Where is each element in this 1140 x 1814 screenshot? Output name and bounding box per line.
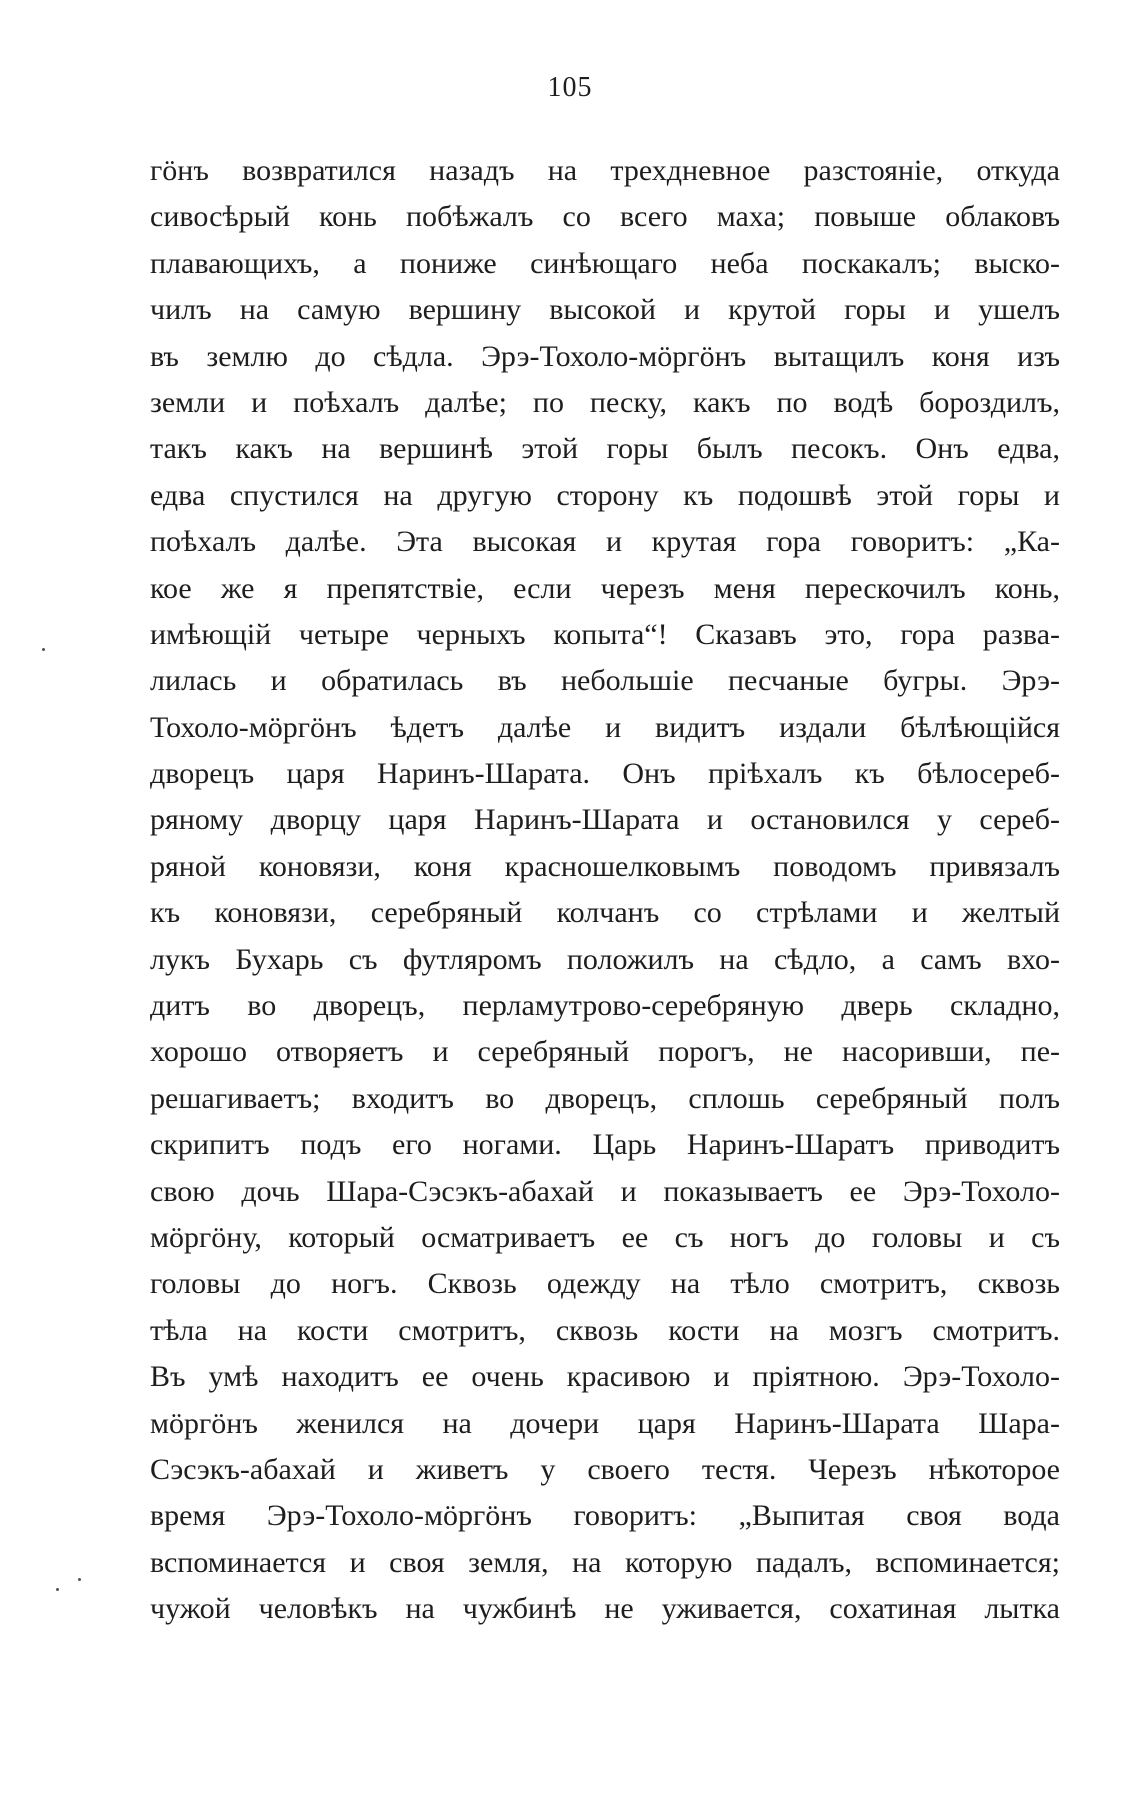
text-line: дитъ во дворецъ, перламутрово-серебряную дверь складно, [150, 989, 1060, 1023]
text-line: решагиваетъ; входитъ во дворецъ, сплошь серебряный полъ [150, 1081, 1060, 1115]
text-line: чужой человѣкъ на чужбинѣ не уживается, сохатиная лытка [150, 1592, 1060, 1626]
text-line: хорошо отворяетъ и серебряный порогъ, не насоривши, пе- [150, 1035, 1060, 1069]
page-number: 105 [547, 72, 593, 103]
text-line: плавающихъ, а пониже синѣющаго неба поскакалъ; выско- [150, 246, 1060, 280]
text-line: земли и поѣхалъ далѣе; по песку, какъ по водѣ бороздилъ, [150, 385, 1060, 419]
page-body [150, 148, 1060, 1633]
text-line: лукъ Бухарь съ футляромъ положилъ на сѣдло, а самъ вхо- [150, 942, 1060, 976]
margin-mark [56, 1588, 59, 1591]
text-line: дворецъ царя Наринъ-Шарата. Онъ пріѣхалъ къ бѣлосереб- [150, 757, 1060, 791]
text-line: свою дочь Шара-Сэсэкъ-абахай и показываетъ ее Эрэ-Тохоло- [150, 1174, 1060, 1208]
text-line: тѣла на кости смотритъ, сквозь кости на мозгъ смотритъ. [150, 1313, 1060, 1347]
text-line: едва спустился на другую сторону къ подошвѣ этой горы и [150, 478, 1060, 512]
text-line: чилъ на самую вершину высокой и крутой горы и ушелъ [150, 293, 1060, 327]
text-line: къ коновязи, серебряный колчанъ со стрѣлами и желтый [150, 896, 1060, 930]
text-line: поѣхалъ далѣе. Эта высокая и крутая гора говоритъ: „Ка- [150, 525, 1060, 559]
text-line: мöргöнъ женился на дочери царя Наринъ-Шарата Шара- [150, 1406, 1060, 1440]
text-line: кое же я препятствіе, если черезъ меня перескочилъ конь, [150, 571, 1060, 605]
text-line: въ землю до сѣдла. Эрэ-Тохоло-мöргöнъ вытащилъ коня изъ [150, 339, 1060, 373]
text-line: вспоминается и своя земля, на которую падалъ, вспоминается; [150, 1545, 1060, 1579]
margin-mark [78, 1578, 81, 1581]
text-line: Въ умѣ находитъ ее очень красивою и пріятною. Эрэ-Тохоло- [150, 1360, 1060, 1394]
text-line: мöргöну, который осматриваетъ ее съ ногъ до головы и съ [150, 1220, 1060, 1254]
text-line: Сэсэкъ-абахай и живетъ у своего тестя. Черезъ нѣкоторое [150, 1452, 1060, 1486]
text-line: скрипитъ подъ его ногами. Царь Наринъ-Шаратъ приводитъ [150, 1128, 1060, 1162]
text-line: такъ какъ на вершинѣ этой горы былъ песокъ. Онъ едва, [150, 432, 1060, 466]
text-line: ряному дворцу царя Наринъ-Шарата и остановился у сереб- [150, 803, 1060, 837]
text-line: имѣющій четыре черныхъ копыта“! Сказавъ это, гора разва- [150, 617, 1060, 651]
text-line: гöнъ возвратился назадъ на трехдневное разстояніе, откуда [150, 154, 1060, 187]
margin-mark [42, 648, 45, 651]
text-line: головы до ногъ. Сквозь одежду на тѣло смотритъ, сквозь [150, 1267, 1060, 1301]
text-line: Тохоло-мöргöнъ ѣдетъ далѣе и видитъ издали бѣлѣющійся [150, 710, 1060, 744]
text-line: сивосѣрый конь побѣжалъ со всего маха; повыше облаковъ [150, 200, 1060, 234]
text-line: ряной коновязи, коня красношелковымъ поводомъ привязалъ [150, 849, 1060, 883]
text-line: время Эрэ-Тохоло-мöргöнъ говоритъ: „Выпитая своя вода [150, 1499, 1060, 1533]
text-line: лилась и обратилась въ небольшіе песчаные бугры. Эрэ- [150, 664, 1060, 698]
